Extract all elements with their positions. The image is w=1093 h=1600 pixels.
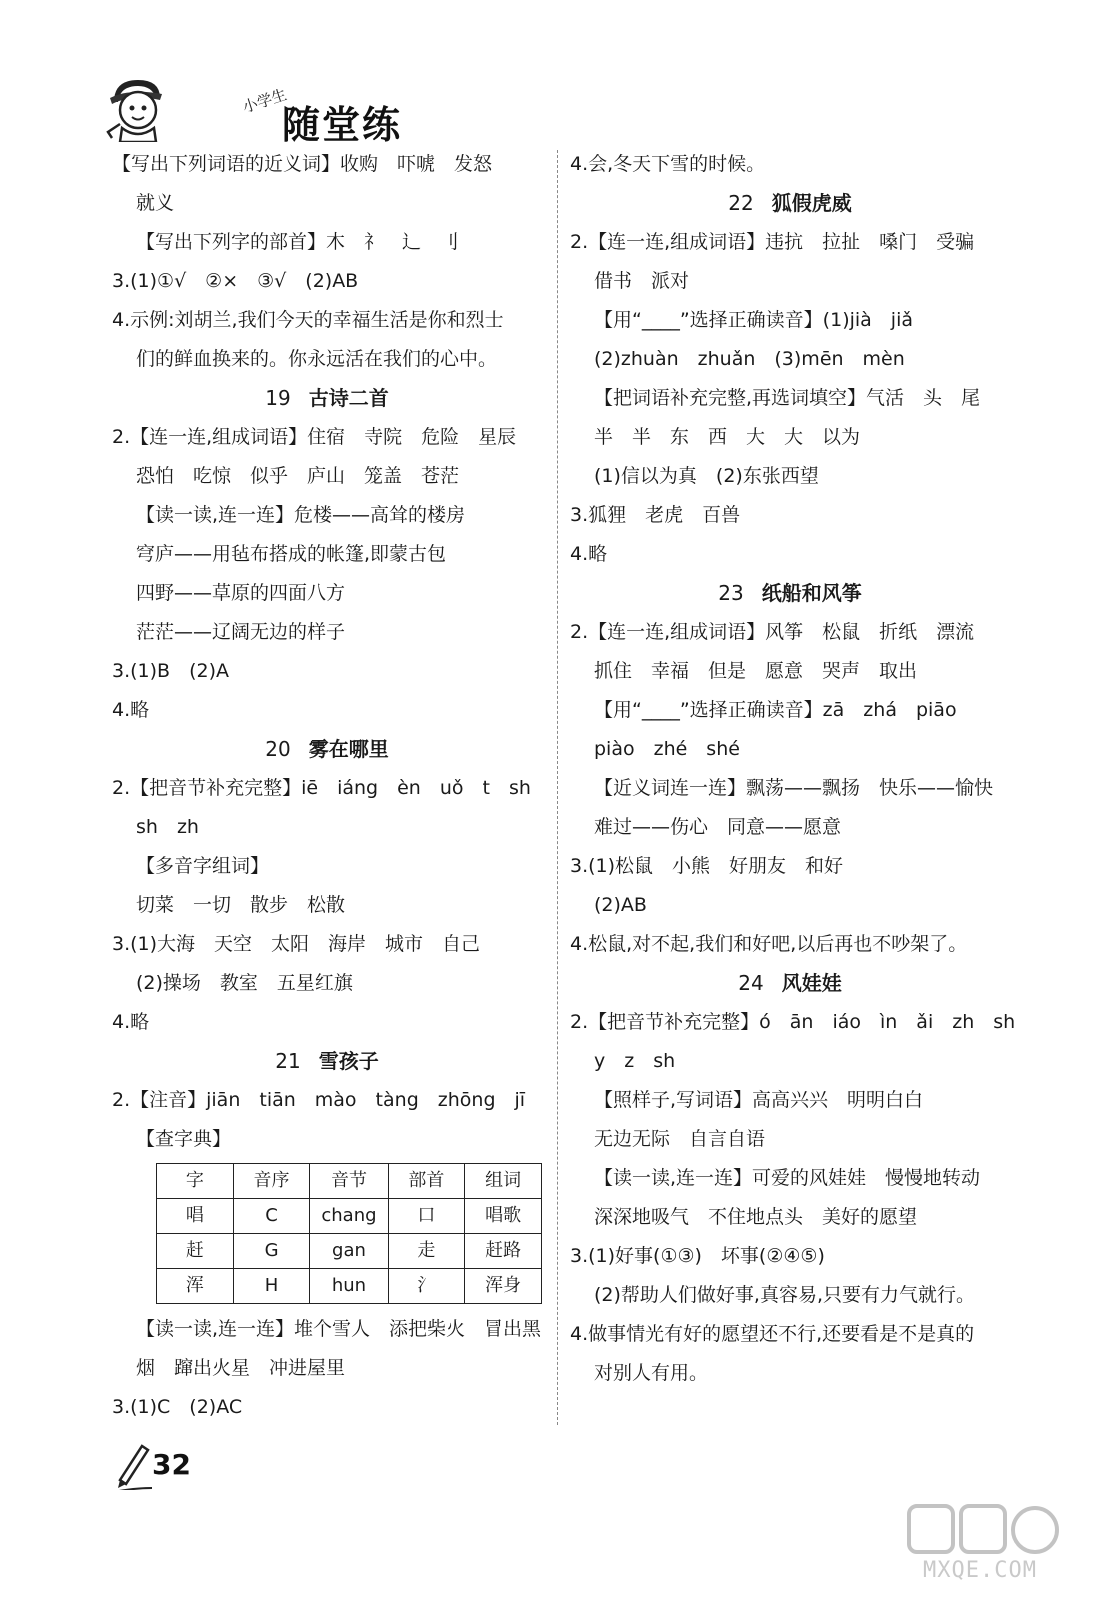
answer-line: (2)操场 教室 五星红旗 — [136, 972, 353, 994]
table-cell: 赶路 — [465, 1234, 542, 1269]
answer-line: 抓住 幸福 但是 愿意 哭声 取出 — [594, 660, 918, 682]
answer-line: 4.示例:刘胡兰,我们今天的幸福生活是你和烈士 — [112, 309, 504, 331]
answer-line: 【读一读,连一连】可爱的风娃娃 慢慢地转动 — [594, 1167, 981, 1189]
answer-line: 们的鲜血换来的。你永远活在我们的心中。 — [136, 348, 498, 370]
lesson-title: 狐假虎威 — [771, 191, 852, 215]
answer-line: piào zhé shé — [594, 738, 740, 760]
answer-line: (1)信以为真 (2)东张西望 — [594, 465, 819, 487]
brand-title: 随堂练 — [282, 102, 403, 147]
table-cell: C — [233, 1199, 310, 1234]
answer-line: y z sh — [594, 1050, 676, 1072]
answer-line: 【读一读,连一连】危楼——高耸的楼房 — [136, 504, 466, 526]
page-number: 32 — [152, 1448, 191, 1481]
page-footer — [112, 1440, 312, 1500]
lesson-heading-21 — [112, 1042, 542, 1081]
answer-line: 【近义词连一连】飘荡——飘扬 快乐——愉快 — [594, 777, 994, 799]
answer-line: 四野——草原的四面八方 — [136, 582, 346, 604]
lesson-heading-20 — [112, 730, 542, 769]
site-watermark — [905, 1500, 1075, 1590]
answer-line: 就义 — [136, 192, 175, 214]
answer-line: 穹庐——用毡布搭成的帐篷,即蒙古包 — [136, 543, 447, 565]
lesson-title: 古诗二首 — [308, 386, 389, 410]
answer-line: 2.【连一连,组成词语】住宿 寺院 危险 星辰 — [112, 426, 517, 448]
lesson-title: 雾在哪里 — [308, 737, 389, 761]
answer-line: 恐怕 吃惊 似乎 庐山 笼盖 苍茫 — [136, 465, 460, 487]
answer-line: 【用“____”选择正确读音】zā zhá piāo — [594, 699, 957, 721]
answer-line: 3.(1)C (2)AC — [112, 1396, 243, 1418]
watermark-text: MXQE.COM — [923, 1558, 1037, 1583]
answer-line: 【写出下列字的部首】木 礻 辶 刂 — [136, 231, 460, 253]
lesson-title: 风娃娃 — [781, 971, 842, 995]
lesson-heading-23 — [570, 574, 1010, 613]
table-cell: 赶 — [157, 1234, 234, 1269]
table-cell: 氵 — [388, 1269, 465, 1304]
table-row — [157, 1234, 542, 1269]
answer-line: 【写出下列词语的近义词】收购 吓唬 发怒 — [112, 153, 493, 175]
brand-subtitle: 小学生 — [240, 85, 289, 117]
table-cell: 口 — [388, 1199, 465, 1234]
answer-line: 半 半 东 西 大 大 以为 — [594, 426, 861, 448]
answer-line: 2.【注音】jiān tiān mào tàng zhōng jī — [112, 1089, 526, 1111]
answer-line: (2)zhuàn zhuǎn (3)mēn mèn — [594, 348, 905, 370]
answer-line: 无边无际 自言自语 — [594, 1128, 766, 1150]
answer-line: 3.(1)好事(①③) 坏事(②④⑤) — [570, 1245, 825, 1267]
student-mascot-icon — [100, 72, 172, 142]
lesson-heading-19 — [112, 379, 542, 418]
dictionary-table — [156, 1163, 542, 1304]
answer-line: 2.【连一连,组成词语】违抗 拉扯 嗓门 受骗 — [570, 231, 975, 253]
answer-line: 【用“____”选择正确读音】(1)jià jiǎ — [594, 309, 914, 331]
answer-line: 4.会,冬天下雪的时候。 — [570, 153, 766, 175]
column-divider — [557, 150, 558, 1425]
answer-line: 【多音字组词】 — [136, 855, 270, 877]
answer-line: 对别人有用。 — [594, 1362, 709, 1384]
lesson-number: 21 — [275, 1049, 301, 1073]
lesson-heading-22 — [570, 184, 1010, 223]
answer-line: (2)AB — [594, 894, 647, 916]
lesson-number: 19 — [265, 386, 291, 410]
table-cell: 唱歌 — [465, 1199, 542, 1234]
answer-line: 深深地吸气 不住地点头 美好的愿望 — [594, 1206, 918, 1228]
table-cell: 浑 — [157, 1269, 234, 1304]
answer-line: 2.【把音节补充完整】ó ān iáo ìn ǎi zh sh — [570, 1011, 1016, 1033]
lesson-number: 23 — [718, 581, 744, 605]
right-column — [570, 145, 1016, 1393]
answer-line: 切菜 一切 散步 松散 — [136, 894, 346, 916]
answer-line: 3.(1)松鼠 小熊 好朋友 和好 — [570, 855, 844, 877]
table-cell: gan — [310, 1234, 388, 1269]
table-header-row — [157, 1164, 542, 1199]
table-row — [157, 1199, 542, 1234]
answer-line: 3.(1)B (2)A — [112, 660, 229, 682]
table-header-cell: 部首 — [388, 1164, 465, 1199]
answer-line: 【查字典】 — [136, 1128, 232, 1150]
lesson-number: 24 — [738, 971, 764, 995]
lesson-heading-24 — [570, 964, 1010, 1003]
answer-line: 3.狐狸 老虎 百兽 — [570, 504, 741, 526]
answer-line: 4.松鼠,对不起,我们和好吧,以后再也不吵架了。 — [570, 933, 968, 955]
answer-line: (2)帮助人们做好事,真容易,只要有力气就行。 — [594, 1284, 975, 1306]
table-header-cell: 字 — [157, 1164, 234, 1199]
answer-line: 4.略 — [112, 1011, 150, 1033]
answer-line: 2.【把音节补充完整】iē iáng èn uǒ t sh — [112, 777, 531, 799]
answer-line: 4.略 — [112, 699, 150, 721]
table-cell: 浑身 — [465, 1269, 542, 1304]
table-cell: hun — [310, 1269, 388, 1304]
answer-line: sh zh — [136, 816, 199, 838]
table-cell: chang — [310, 1199, 388, 1234]
table-header-cell: 音序 — [233, 1164, 310, 1199]
page-header — [100, 72, 460, 147]
pencil-icon — [112, 1440, 152, 1490]
table-cell: H — [233, 1269, 310, 1304]
answer-line: 3.(1)①√ ②× ③√ (2)AB — [112, 270, 359, 292]
answer-line: 3.(1)大海 天空 太阳 海岸 城市 自己 — [112, 933, 481, 955]
answer-line: 4.略 — [570, 543, 608, 565]
answer-line: 烟 蹿出火星 冲进屋里 — [136, 1357, 346, 1379]
lesson-title: 雪孩子 — [318, 1049, 379, 1073]
table-header-cell: 组词 — [465, 1164, 542, 1199]
answer-line: 借书 派对 — [594, 270, 690, 292]
lesson-number: 22 — [728, 191, 754, 215]
lesson-number: 20 — [265, 737, 291, 761]
table-cell: G — [233, 1234, 310, 1269]
table-row — [157, 1269, 542, 1304]
answer-line: 【读一读,连一连】堆个雪人 添把柴火 冒出黑 — [136, 1318, 542, 1340]
answer-line: 【把词语补充完整,再选词填空】气活 头 尾 — [594, 387, 981, 409]
answer-line: 【照样子,写词语】高高兴兴 明明白白 — [594, 1089, 924, 1111]
table-cell: 走 — [388, 1234, 465, 1269]
left-column — [112, 145, 542, 1427]
table-header-cell: 音节 — [310, 1164, 388, 1199]
answer-line: 2.【连一连,组成词语】风筝 松鼠 折纸 漂流 — [570, 621, 975, 643]
answer-line: 4.做事情光有好的愿望还不行,还要看是不是真的 — [570, 1323, 975, 1345]
watermark-logo-icon — [905, 1500, 1065, 1560]
table-cell: 唱 — [157, 1199, 234, 1234]
lesson-title: 纸船和风筝 — [761, 581, 862, 605]
answer-line: 茫茫——辽阔无边的样子 — [136, 621, 346, 643]
answer-line: 难过——伤心 同意——愿意 — [594, 816, 842, 838]
